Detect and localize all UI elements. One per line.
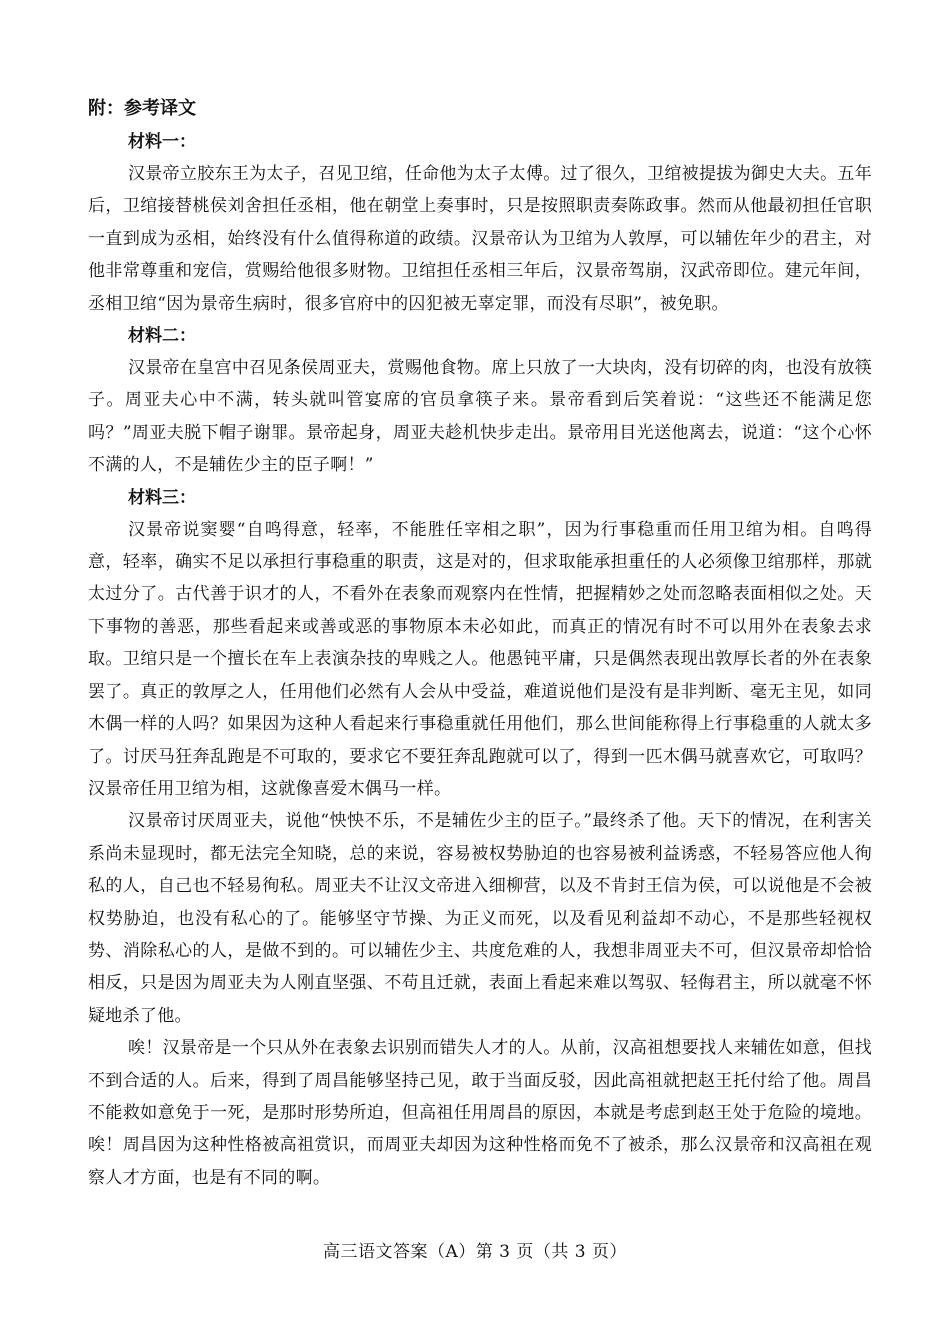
paragraph: 汉景帝在皇宫中召见条侯周亚夫，赏赐他食物。席上只放了一大块肉，没有切碎的肉，也没有放筷子。周亚夫心中不满，转头就叫管宴席的官员拿筷子来。景帝看到后笑着说：“这些还不能满足您吗？”周亚夫脱下帽子谢罪。景帝起身，周亚夫趁机快步走出。景帝用目光送他离去，说道：“这个心怀不满的人，不是辅佐少主的臣子啊！” xyxy=(88,358,872,476)
section-title: 材料三： xyxy=(128,487,196,508)
page-footer: 高三语文答案（A）第 3 页（共 3 页） xyxy=(322,1242,628,1262)
section-3 xyxy=(88,482,872,1195)
paragraph: 汉景帝立胶东王为太子，召见卫绾，任命他为太子太傅。过了很久，卫绾被提拔为御史大夫。五年后，卫绾接替桃侯刘舍担任丞相，他在朝堂上奏事时，只是按照职责奏陈政事。然而从他最初担任官职一直到成为丞相，始终没有什么值得称道的政绩。汉景帝认为卫绾为人敦厚，可以辅佐年少的君主，对他非常尊重和宠信，赏赐给他很多财物。卫绾担任丞相三年后，汉景帝驾崩，汉武帝即位。建元年间，丞相卫绾“因为景帝生病时，很多官府中的囚犯被无辜定罪，而没有尽职”，被免职。 xyxy=(88,164,872,314)
section-2 xyxy=(88,320,872,482)
paragraph: 汉景帝说窦婴“自鸣得意，轻率，不能胜任宰相之职”，因为行事稳重而任用卫绾为相。自鸣得意，轻率，确实不足以承担行事稳重的职责，这是对的，但求取能承担重任的人必须像卫绾那样，那就太过分了。古代善于识才的人，不看外在表象而观察内在性情，把握精妙之处而忽略表面相似之处。天下事物的善恶，那些看起来或善或恶的事物原本未必如此，而真正的情况有时不可以用外在表象去求取。卫绾只是一个擅长在车上表演杂技的卑贱之人。他愚钝平庸，只是偶然表现出敦厚长者的外在表象罢了。真正的敦厚之人，任用他们必然有人会从中受益，难道说他们是没有是非判断、毫无主见，如同木偶一样的人吗？如果因为这种人看起来行事稳重就任用他们，那么世间能称得上行事稳重的人就太多了。讨厌马狂奔乱跑是不可取的，要求它不要狂奔乱跑就可以了，得到一匹木偶马就喜欢它，可取吗？汉景帝任用卫绾为相，这就像喜爱木偶马一样。 xyxy=(88,519,872,799)
section-title: 材料一： xyxy=(128,132,196,152)
paragraph: 汉景帝讨厌周亚夫，说他“怏怏不乐，不是辅佐少主的臣子。”最终杀了他。天下的情况，在利害关系尚未显现时，都无法完全知晓，总的来说，容易被权势胁迫的也容易被利益诱惑，不轻易答应他人徇私的人，自己也不轻易徇私。周亚夫不让汉文帝进入细柳营，以及不肯封王信为侯，可以说他是不会被权势胁迫，也没有私心的了。能够坚守节操、为正义而死，以及看见利益却不动心，不是那些轻视权势、消除私心的人，是做不到的。可以辅佐少主、共度危难的人，我想非周亚夫不可，但汉景帝却恰恰相反，只是因为周亚夫为人刚直坚强、不苟且迁就，表面上看起来难以驾驭、轻侮君主，所以就毫不怀疑地杀了他。 xyxy=(88,811,872,1026)
section-1 xyxy=(88,126,872,320)
section-title: 材料二： xyxy=(128,326,196,347)
paragraph: 唉！汉景帝是一个只从外在表象去识别而错失人才的人。从前，汉高祖想要找人来辅佐如意，但找不到合适的人。后来，得到了周昌能够坚持己见，敢于当面反驳，因此高祖就把赵王托付给了他。周昌不能救如意免于一死，是那时形势所迫，但高祖任用周昌的原因，本就是考虑到赵王处于危险的境地。唉！周昌因为这种性格被高祖赏识，而周亚夫却因为这种性格而免不了被杀，那么汉景帝和汉高祖在观察人才方面，也是有不同的啊。 xyxy=(88,1038,872,1188)
page-heading: 附：参考译文 xyxy=(88,98,196,119)
document-body xyxy=(88,92,872,1194)
